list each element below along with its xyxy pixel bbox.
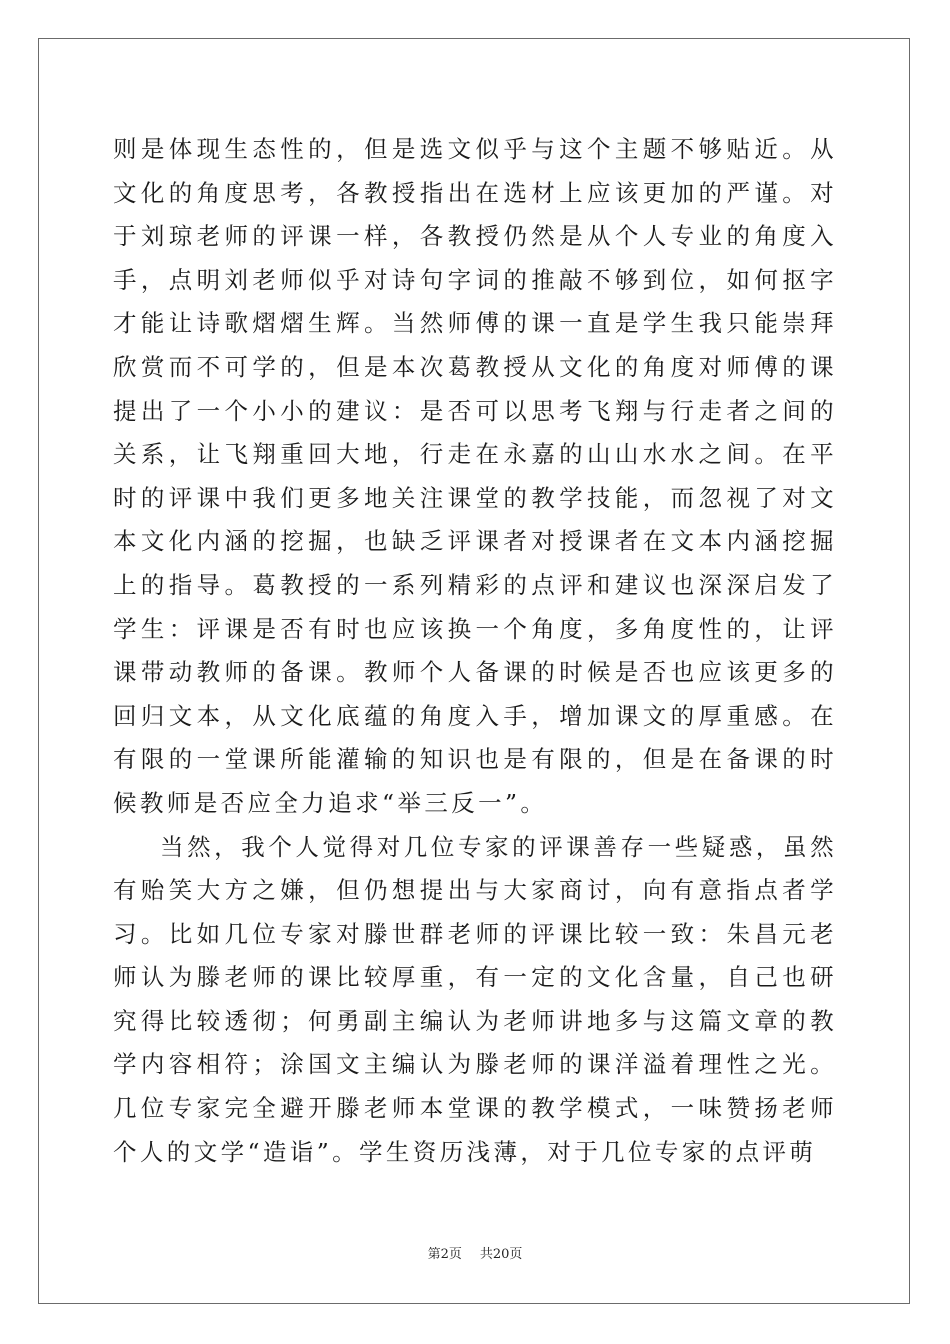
document-body <box>113 128 837 1174</box>
paragraph-continued: 则是体现生态性的，但是选文似乎与这个主题不够贴近。从文化的角度思考，各教授指出在选材上应该更加的严谨。对于刘琼老师的评课一样，各教授仍然是从个人专业的角度入手，点明刘老师似乎对诗句字词的推敲不够到位，如何抠字才能让诗歌熠熠生辉。当然师傅的课一直是学生我只能崇拜欣赏而不可学的，但是本次葛教授从文化的角度对师傅的课提出了一个小小的建议：是否可以思考飞翔与行走者之间的关系，让飞翔重回大地，行走在永嘉的山山水水之间。在平时的评课中我们更多地关注课堂的教学技能，而忽视了对文本文化内涵的挖掘，也缺乏评课者对授课者在文本内涵挖掘上的指导。葛教授的一系列精彩的点评和建议也深深启发了学生：评课是否有时也应该换一个角度，多角度性的，让评课带动教师的备课。教师个人备课的时候是否也应该更多的回归文本，从文化底蕴的角度入手，增加课文的厚重感。在有限的一堂课所能灌输的知识也是有限的，但是在备课的时候教师是否应全力追求“举三反一”。 <box>113 135 837 817</box>
page-footer <box>0 1246 950 1264</box>
page-total: 共20页 <box>479 1247 523 1262</box>
page-number: 第2页 <box>427 1247 462 1262</box>
paragraph-doubts: 当然，我个人觉得对几位专家的评课善存一些疑惑，虽然有贻笑大方之嫌，但仍想提出与大家商讨，向有意指点者学习。比如几位专家对滕世群老师的评课比较一致：朱昌元老师认为滕老师的课比较厚重，有一定的文化含量，自己也研究得比较透彻；何勇副主编认为老师讲地多与这篇文章的教学内容相符；涂国文主编认为滕老师的课洋溢着理性之光。几位专家完全避开滕老师本堂课的教学模式，一味赞扬老师个人的文学“造诣”。学生资历浅薄，对于几位专家的点评萌 <box>113 832 837 1166</box>
